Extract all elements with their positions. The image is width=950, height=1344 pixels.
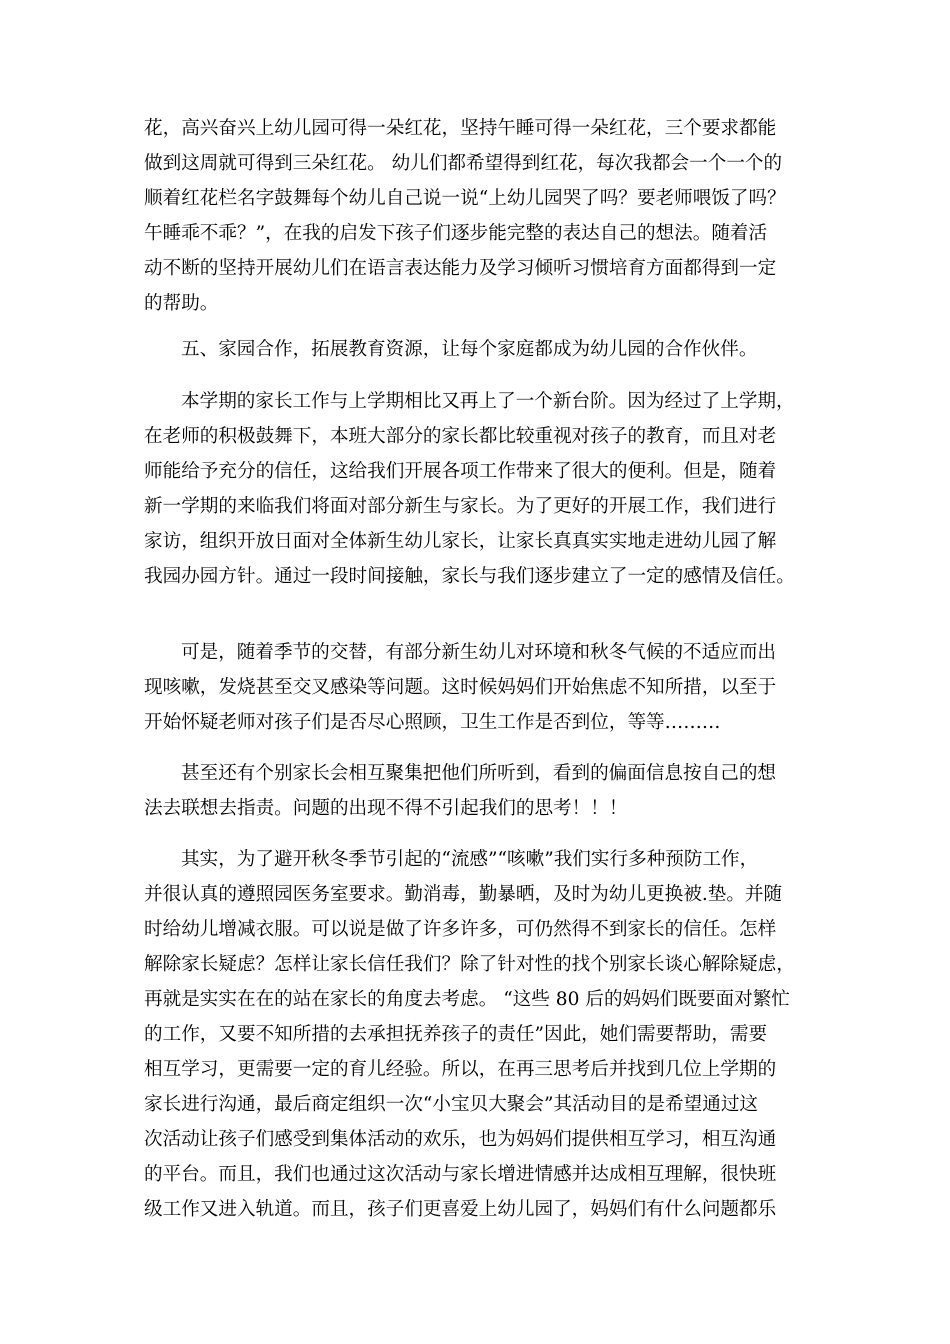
text-line: 的平台。而且，我们也通过这次活动与家长增进情感并达成相互理解，很快班 — [144, 1164, 777, 1185]
text-line: 可是，随着季节的交替，有部分新生幼儿对环境和秋冬气候的不适应而出 — [181, 642, 777, 663]
text-line: 我园办园方针。通过一段时间接触，家长与我们逐步建立了一定的感情及信任。 — [144, 566, 795, 587]
paragraph-red-flower — [144, 111, 809, 321]
paragraph-parents-gather — [144, 756, 809, 826]
text-line: 并很认真的遵照园医务室要求。勤消毒，勤暴晒，及时为幼儿更换被.垫。并随 — [144, 884, 783, 905]
section-heading — [144, 332, 809, 367]
text-line: 再就是实实在在的站在家长的角度去考虑。 “这些 80 后的妈妈们既要面对繁忙 — [144, 989, 790, 1010]
text-line: 时给幼儿增减衣服。可以说是做了许多许多，可仍然得不到家长的信任。怎样 — [144, 919, 777, 940]
text-line: 动不断的坚持开展幼儿们在语言表达能力及学习倾听习惯培育方面都得到一定 — [144, 258, 777, 279]
text-line: 顺着红花栏名字鼓舞每个幼儿自己说一说“上幼儿园哭了吗？要老师喂饭了吗？ — [144, 188, 786, 209]
text-line: 午睡乖不乖？”，在我的启发下孩子们逐步能完整的表达自己的想法。随着活 — [144, 223, 768, 244]
text-line: 其实，为了避开秋冬季节引起的“流感”“咳嗽”我们实行多种预防工作， — [181, 849, 759, 870]
text-line: 的工作，又要不知所措的去承担抚养孩子的责任”因此，她们需要帮助，需要 — [144, 1024, 768, 1045]
text-line: 解除家长疑虑？怎样让家长信任我们？除了针对性的找个别家长谈心解除疑虑， — [144, 954, 795, 975]
text-line: 新一学期的来临我们将面对部分新生与家长。为了更好的开展工作，我们进行 — [144, 496, 777, 517]
section-heading-text: 五、家园合作，拓展教育资源，让每个家庭都成为幼儿园的合作伙伴。 — [181, 339, 758, 360]
text-line: 的帮助。 — [144, 293, 219, 314]
paragraph-prevention — [144, 842, 809, 1227]
text-line: 次活动让孩子们感受到集体活动的欢乐，也为妈妈们提供相互学习，相互沟通 — [144, 1129, 777, 1150]
text-line: 在老师的积极鼓舞下，本班大部分的家长都比较重视对孩子的教育，而且对老 — [144, 426, 777, 447]
text-line: 家访，组织开放日面对全体新生幼儿家长，让家长真真实实地走进幼儿园了解 — [144, 531, 777, 552]
text-line: 级工作又进入轨道。而且，孩子们更喜爱上幼儿园了，妈妈们有什么问题都乐 — [144, 1199, 777, 1220]
text-line: 做到这周就可得到三朵红花。 幼儿们都希望得到红花，每次我都会一个一个的 — [144, 153, 783, 174]
text-line: 家长进行沟通，最后商定组织一次“小宝贝大聚会”其活动目的是希望通过这 — [144, 1094, 759, 1115]
text-line: 相互学习，更需要一定的育儿经验。所以，在再三思考后并找到几位上学期的 — [144, 1059, 777, 1080]
text-line: 本学期的家长工作与上学期相比又再上了一个新台阶。因为经过了上学期， — [181, 391, 795, 412]
text-line: 甚至还有个别家长会相互聚集把他们所听到，看到的偏面信息按自己的想 — [181, 763, 777, 784]
text-line: 现咳嗽，发烧甚至交叉感染等问题。这时候妈妈们开始焦虑不知所措，以至于 — [144, 677, 777, 698]
paragraph-season-change — [144, 635, 809, 740]
text-line: 法去联想去指责。问题的出现不得不引起我们的思考！！！ — [144, 798, 628, 819]
text-line: 花，高兴奋兴上幼儿园可得一朵红花，坚持午睡可得一朵红花，三个要求都能 — [144, 118, 777, 139]
paragraph-parent-work — [144, 384, 809, 594]
text-line: 师能给予充分的信任，这给我们开展各项工作带来了很大的便利。但是，随着 — [144, 461, 777, 482]
text-line: 开始怀疑老师对孩子们是否尽心照顾，卫生工作是否到位，等等……… — [144, 712, 721, 733]
